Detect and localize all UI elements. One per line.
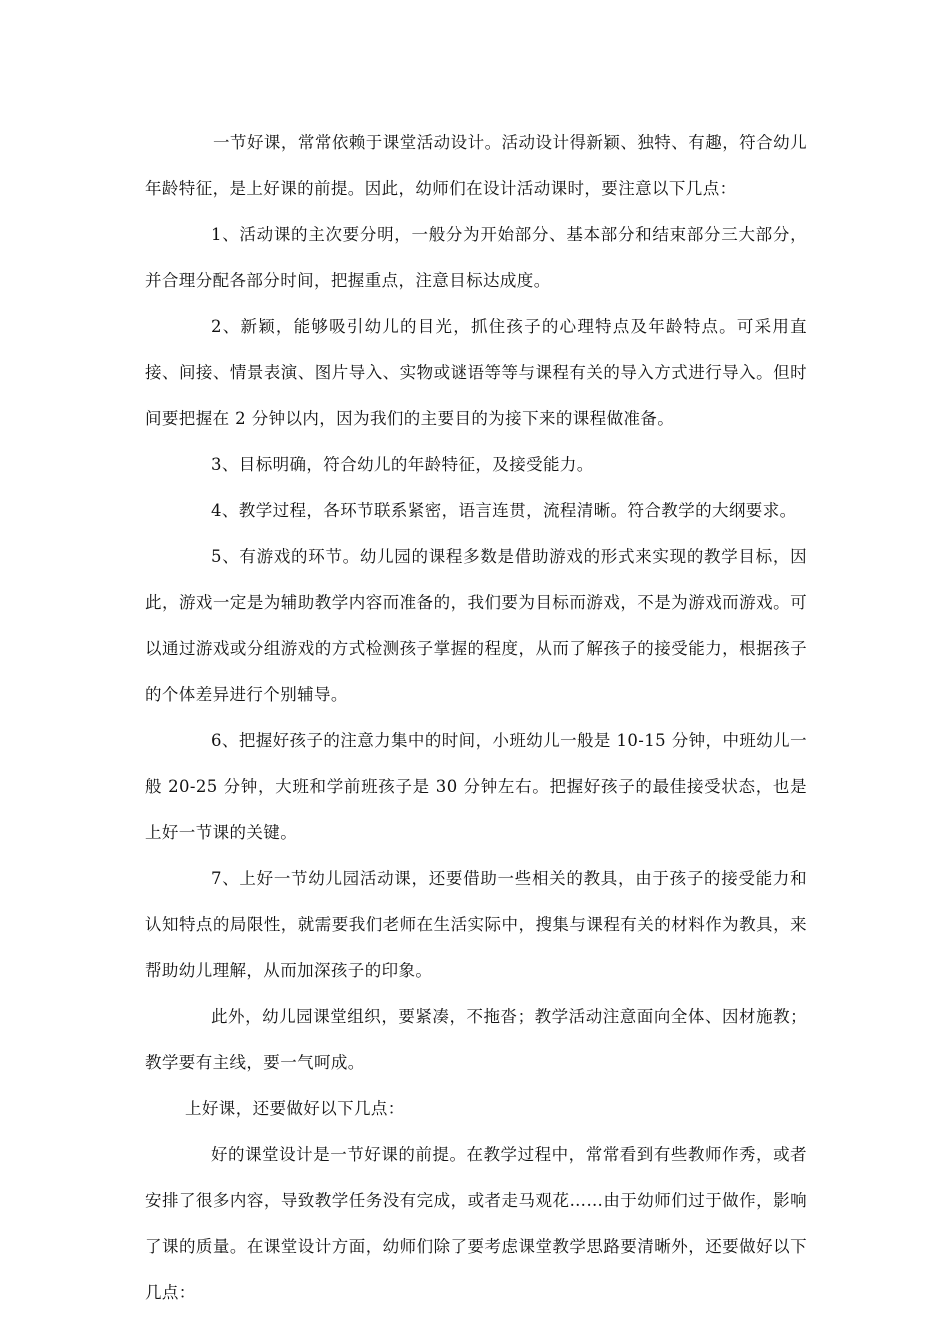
- paragraph-point-2: 2、新颖，能够吸引幼儿的目光，抓住孩子的心理特点及年龄特点。可采用直接、间接、情景表演、图片导入、实物或谜语等等与课程有关的导入方式进行导入。但时间要把握在 2 分钟以内，因为我们的主要目的为接下来的课程做准备。: [145, 317, 807, 428]
- paragraph-point-3: 3、目标明确，符合幼儿的年龄特征，及接受能力。: [211, 455, 594, 474]
- document-body: [145, 120, 807, 1334]
- paragraph-addition: 此外，幼儿园课堂组织，要紧凑，不拖沓；教学活动注意面向全体、因材施教；教学要有主线，要一气呵成。: [145, 1007, 807, 1072]
- paragraph-point-5: 5、有游戏的环节。幼儿园的课程多数是借助游戏的形式来实现的教学目标，因此，游戏一定是为辅助教学内容而准备的，我们要为目标而游戏，不是为游戏而游戏。可以通过游戏或分组游戏的方式检测孩子掌握的程度，从而了解孩子的接受能力，根据孩子的个体差异进行个别辅导。: [145, 547, 807, 704]
- paragraph-point-6: 6、把握好孩子的注意力集中的时间，小班幼儿一般是 10-15 分钟，中班幼儿一般 20-25 分钟，大班和学前班孩子是 30 分钟左右。把握好孩子的最佳接受状态，也是上好一节课的关键。: [145, 731, 807, 842]
- paragraph-point-7: 7、上好一节幼儿园活动课，还要借助一些相关的教具，由于孩子的接受能力和认知特点的局限性，就需要我们老师在生活实际中，搜集与课程有关的材料作为教具，来帮助幼儿理解，从而加深孩子的印象。: [145, 869, 807, 980]
- paragraph-subheading: 上好课，还要做好以下几点：: [185, 1099, 405, 1118]
- paragraph-closing: 好的课堂设计是一节好课的前提。在教学过程中，常常看到有些教师作秀，或者安排了很多内容，导致教学任务没有完成，或者走马观花……由于幼师们过于做作，影响了课的质量。在课堂设计方面，幼师们除了要考虑课堂教学思路要清晰外，还要做好以下几点：: [145, 1145, 807, 1302]
- paragraph-point-1: 1、活动课的主次要分明，一般分为开始部分、基本部分和结束部分三大部分，并合理分配各部分时间，把握重点，注意目标达成度。: [145, 225, 807, 290]
- paragraph-point-4: 4、教学过程，各环节联系紧密，语言连贯，流程清晰。符合教学的大纲要求。: [211, 501, 797, 520]
- paragraph-intro: 一节好课，常常依赖于课堂活动设计。活动设计得新颖、独特、有趣，符合幼儿年龄特征，是上好课的前提。因此，幼师们在设计活动课时，要注意以下几点：: [145, 133, 807, 198]
